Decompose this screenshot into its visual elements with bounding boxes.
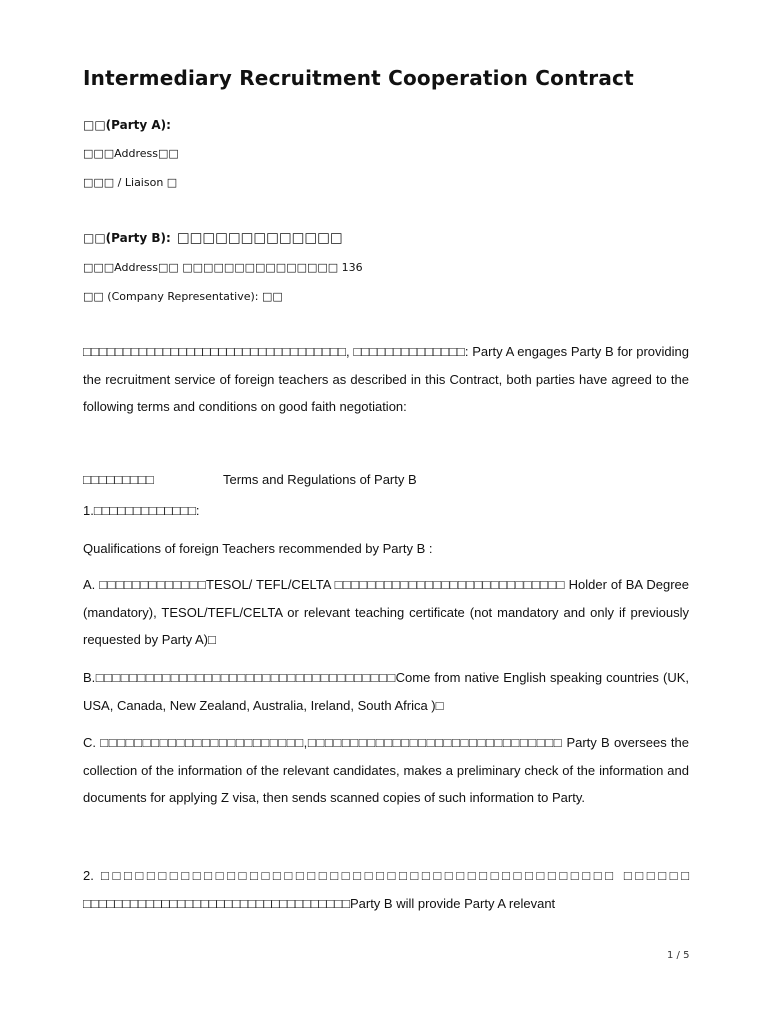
party-b-line (83, 229, 343, 247)
party-a-label: □□(Party A): (83, 118, 171, 132)
party-b-name: □□□□□□□□□□□□□ (176, 230, 343, 246)
party-a-address: □□□Address□□ (83, 147, 179, 160)
section-heading-en: Terms and Regulations of Party B (223, 472, 417, 487)
item-1-subheading: Qualifications of foreign Teachers recommended by Party B : (83, 541, 433, 556)
party-b-representative: □□ (Company Representative): □□ (83, 290, 283, 303)
item-a-paragraph: A. □□□□□□□□□□□□□TESOL/ TEFL/CELTA □□□□□□□□□□□□□□□□□□□□□□□□□□□□ Holder of BA Degree (mandatory), TESOL/TEFL/CELTA or relevant teaching certificate (not mandatory and only if previously requested by Party A)□ (83, 577, 689, 647)
party-b-label: □□(Party B): (83, 231, 171, 245)
item-c-paragraph: C. □□□□□□□□□□□□□□□□□□□□□□□□,□□□□□□□□□□□□□□□□□□□□□□□□□□□□□□ Party B oversees the collection of the information of the relevant candidates, makes a preliminary check of the information and documents for applying Z visa, then sends scanned copies of such information to Party. (83, 735, 689, 805)
document-title: Intermediary Recruitment Cooperation Contract (83, 66, 634, 90)
intro-paragraph: □□□□□□□□□□□□□□□□□□□□□□□□□□□□□□□□□, □□□□□□□□□□□□□□: Party A engages Party B for providing the recruitment service of foreign teachers as described in this Contract, both parties have agreed to the following terms and conditions on good faith negotiation: (83, 344, 689, 414)
item-2-paragraph: 2. □□□□□□□□□□□□□□□□□□□□□□□□□□□□□□□□□□□□□□□□□□□□□ □□□□□□ □□□□□□□□□□□□□□□□□□□□□□□□□□□□□□□□□□Party B will provide Party A relevant (83, 868, 689, 911)
party-a-liaison: □□□ / Liaison □ (83, 176, 178, 189)
page-number: 1 / 5 (667, 950, 690, 961)
party-b-address: □□□Address□□ □□□□□□□□□□□□□□□ 136 (83, 261, 363, 274)
section-heading-cn: □□□□□□□□□ (83, 472, 154, 487)
item-1-heading: 1.□□□□□□□□□□□□□: (83, 503, 200, 518)
item-b-paragraph: B.□□□□□□□□□□□□□□□□□□□□□□□□□□□□□□□□□□□□Come from native English speaking countries (UK, USA, Canada, New Zealand, Australia, Ireland, South Africa )□ (83, 670, 689, 713)
